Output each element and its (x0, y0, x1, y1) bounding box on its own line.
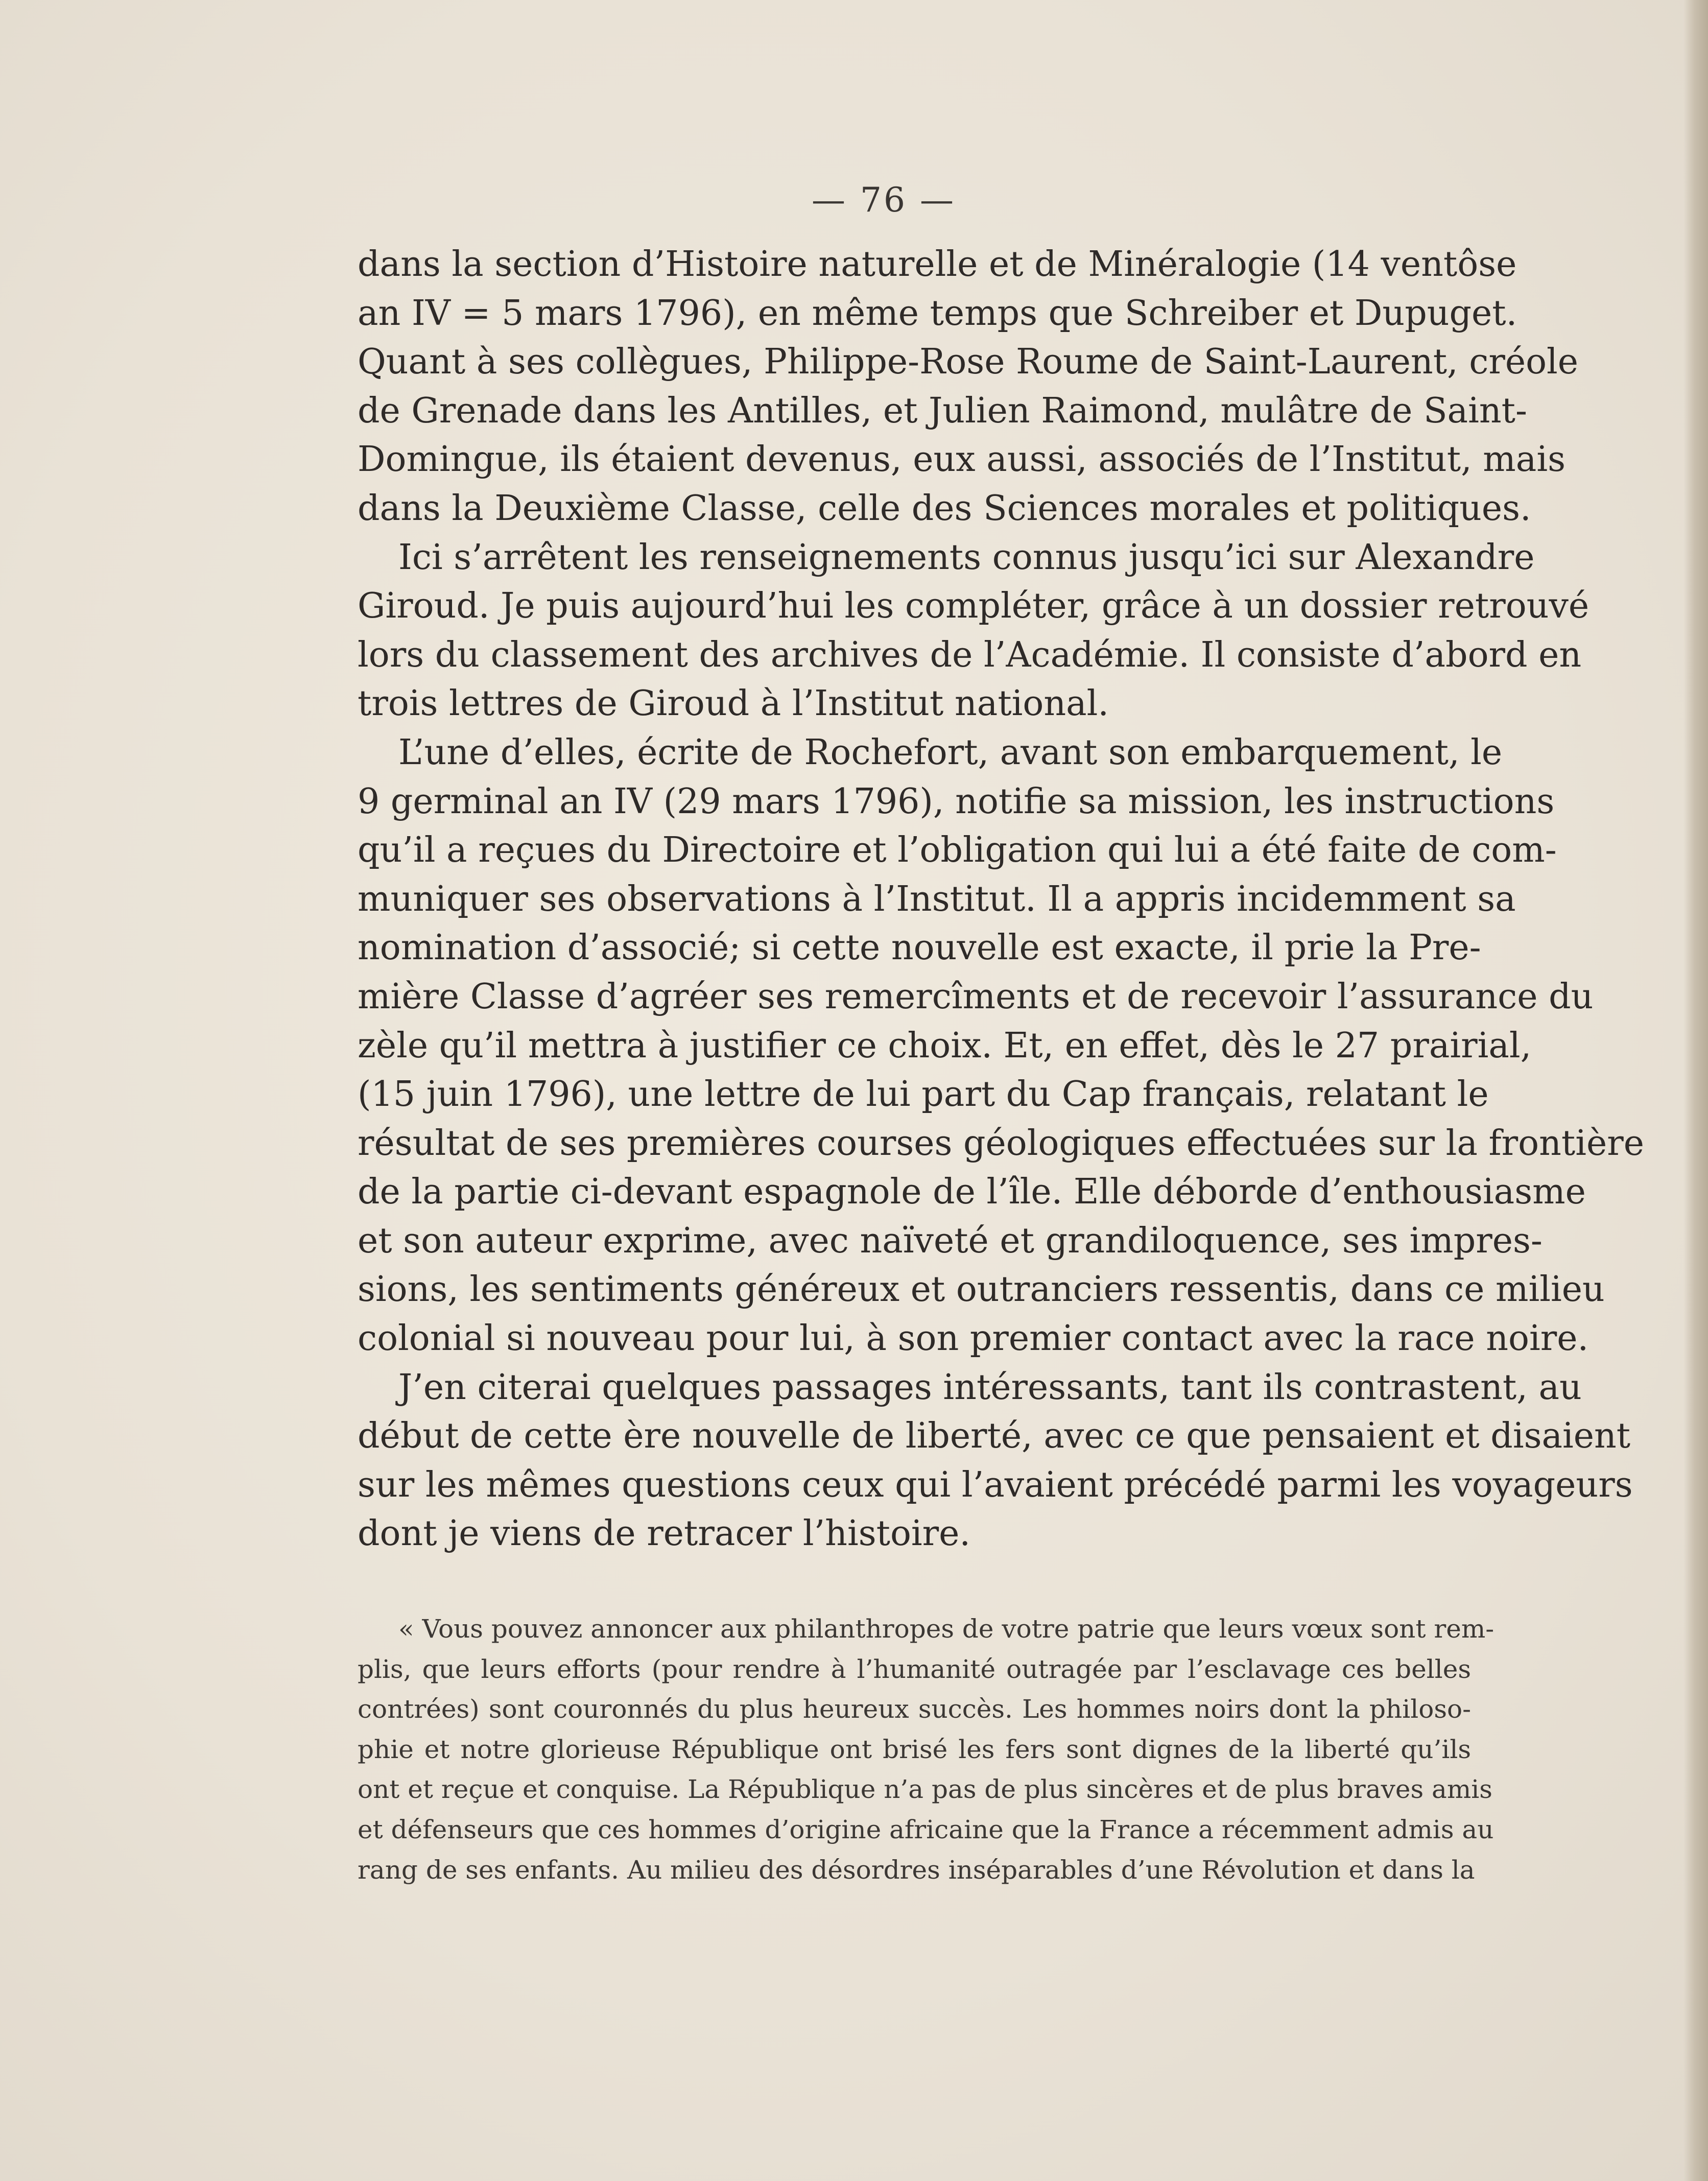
body-line: dans la Deuxième Classe, celle des Sciences morales et politiques. (358, 488, 1531, 529)
body-line: de la partie ci-devant espagnole de l’île. Elle déborde d’enthousiasme (358, 1172, 1586, 1213)
body-line: muniquer ses observations à l’Institut. Il a appris incidemment sa (358, 879, 1516, 919)
body-line: an IV = 5 mars 1796), en même temps que Schreiber et Dupuget. (358, 293, 1517, 334)
body-line: sur les mêmes questions ceux qui l’avaient précédé parmi les voyageurs (358, 1464, 1633, 1505)
body-line: Domingue, ils étaient devenus, eux aussi, associés de l’Institut, mais (358, 439, 1565, 480)
footnote-quote (358, 1609, 1494, 1890)
body-text (358, 240, 1644, 1558)
body-line: résultat de ses premières courses géologiques effectuées sur la frontière (358, 1123, 1644, 1164)
footnote-line: ont et reçue et conquise. La République n’a pas de plus sincères et de plus braves amis (358, 1774, 1492, 1805)
body-line: zèle qu’il mettra à justifier ce choix. Et, en effet, dès le 27 prairial, (358, 1025, 1532, 1066)
body-line: trois lettres de Giroud à l’Institut national. (358, 683, 1109, 724)
footnote-line: plis, que leurs efforts (pour rendre à l’humanité outragée par l’esclavage ces belles (358, 1654, 1471, 1684)
footnote-line: phie et notre glorieuse République ont brisé les fers sont dignes de la liberté qu’ils (358, 1734, 1471, 1764)
body-line: nomination d’associé; si cette nouvelle est exacte, il prie la Pre- (358, 928, 1481, 968)
body-line: sions, les sentiments généreux et outranciers ressentis, dans ce milieu (358, 1269, 1605, 1310)
body-line: mière Classe d’agréer ses remercîments et de recevoir l’assurance du (358, 976, 1594, 1017)
footnote-line: et défenseurs que ces hommes d’origine africaine que la France a récemment admis au (358, 1814, 1494, 1844)
body-line: de Grenade dans les Antilles, et Julien Raimond, mulâtre de Saint- (358, 390, 1527, 431)
body-line: dont je viens de retracer l’histoire. (358, 1513, 970, 1554)
body-line: et son auteur exprime, avec naïveté et grandiloquence, ses impres- (358, 1220, 1543, 1261)
body-line: 9 germinal an IV (29 mars 1796), notifie sa mission, les instructions (358, 781, 1555, 822)
body-line: (15 juin 1796), une lettre de lui part du Cap français, relatant le (358, 1074, 1489, 1115)
footnote-line: « Vous pouvez annoncer aux philanthropes de votre patrie que leurs vœux sont rem- (398, 1614, 1494, 1644)
footnote-line: contrées) sont couronnés du plus heureux succès. Les hommes noirs dont la philoso- (358, 1694, 1471, 1724)
page-edge-shadow (1683, 0, 1708, 2181)
body-line: qu’il a reçues du Directoire et l’obligation qui lui a été faite de com- (358, 830, 1557, 871)
body-line: Giroud. Je puis aujourd’hui les compléter, grâce à un dossier retrouvé (358, 586, 1590, 627)
body-line: L’une d’elles, écrite de Rochefort, avant son embarquement, le (398, 732, 1503, 773)
body-line: Ici s’arrêtent les renseignements connus jusqu’ici sur Alexandre (398, 537, 1535, 578)
body-line: J’en citerai quelques passages intéressants, tant ils contrastent, au (398, 1367, 1582, 1408)
page-number: — 76 — (812, 180, 956, 220)
body-line: colonial si nouveau pour lui, à son premier contact avec la race noire. (358, 1318, 1589, 1359)
body-line: lors du classement des archives de l’Académie. Il consiste d’abord en (358, 634, 1582, 675)
footnote-line: rang de ses enfants. Au milieu des désordres inséparables d’une Révolution et dans la (358, 1855, 1475, 1885)
body-line: dans la section d’Histoire naturelle et de Minéralogie (14 ventôse (358, 244, 1517, 285)
body-line: début de cette ère nouvelle de liberté, avec ce que pensaient et disaient (358, 1416, 1631, 1457)
body-line: Quant à ses collègues, Philippe-Rose Roume de Saint-Laurent, créole (358, 342, 1579, 383)
